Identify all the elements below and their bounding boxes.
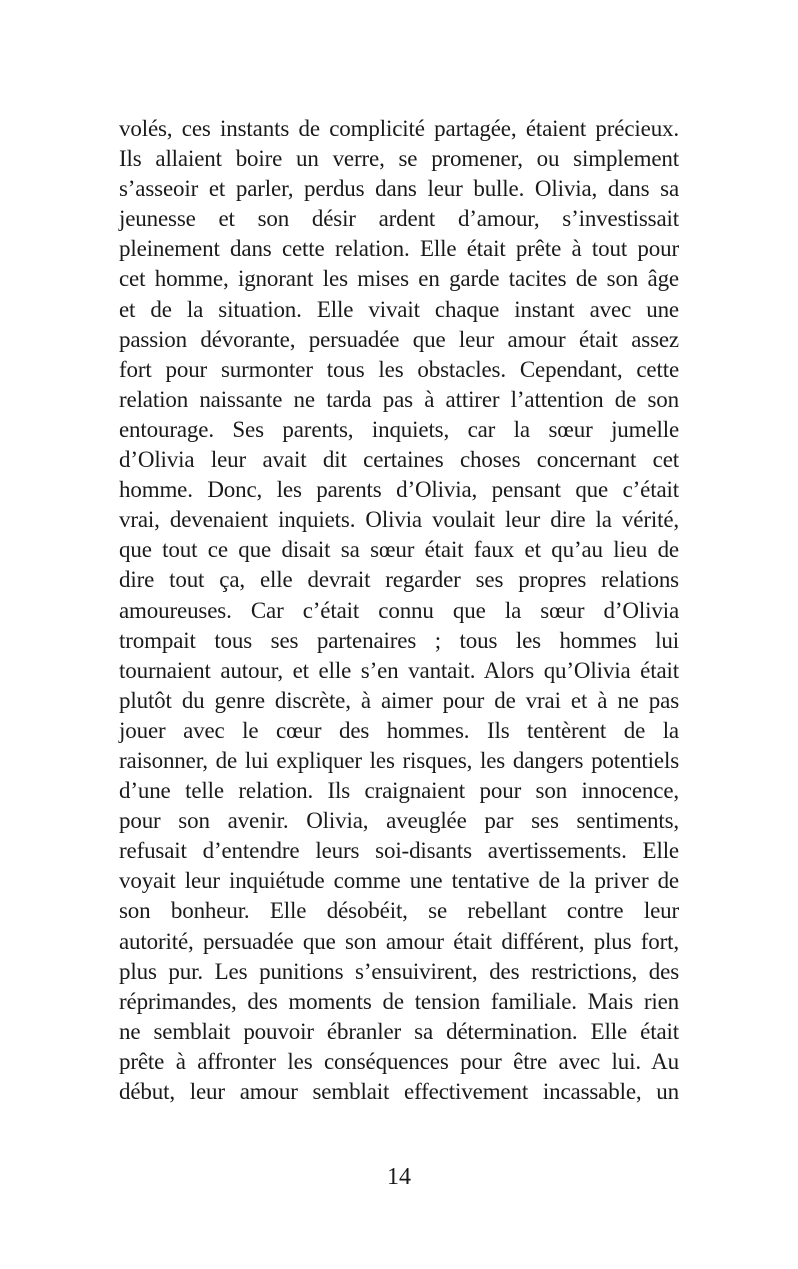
text-line: prête à affronter les conséquences pour être avec lui. Au xyxy=(119,1048,679,1074)
text-line: entourage. Ses parents, inquiets, car la sœur jumelle xyxy=(119,416,679,442)
text-line: plutôt du genre discrète, à aimer pour de vrai et à ne pas xyxy=(119,687,679,713)
text-line: dire tout ça, elle devrait regarder ses propres relations xyxy=(119,567,679,593)
text-line: fort pour surmonter tous les obstacles. Cependant, cette xyxy=(119,356,679,382)
text-line: amoureuses. Car c’était connu que la sœur d’Olivia xyxy=(119,597,679,623)
text-line: et de la situation. Elle vivait chaque instant avec une xyxy=(119,296,679,322)
text-line: s’asseoir et parler, perdus dans leur bulle. Olivia, dans sa xyxy=(119,176,679,202)
text-line: voyait leur inquiétude comme une tentative de la priver de xyxy=(119,868,679,894)
text-line: Ils allaient boire un verre, se promener, ou simplement xyxy=(119,146,679,172)
text-line: refusait d’entendre leurs soi-disants avertissements. Elle xyxy=(119,838,679,864)
body-text xyxy=(119,114,679,1107)
text-line: homme. Donc, les parents d’Olivia, pensant que c’était xyxy=(119,477,679,503)
text-line: jouer avec le cœur des hommes. Ils tentèrent de la xyxy=(119,717,679,743)
text-line: début, leur amour semblait effectivement incassable, un xyxy=(119,1079,679,1104)
text-line: plus pur. Les punitions s’ensuivirent, des restrictions, des xyxy=(119,958,679,984)
text-line: raisonner, de lui expliquer les risques, les dangers potentiels xyxy=(119,747,679,773)
text-line: ne semblait pouvoir ébranler sa détermination. Elle était xyxy=(119,1018,679,1044)
text-line: volés, ces instants de complicité partagée, étaient précieux. xyxy=(119,116,679,141)
text-line: pleinement dans cette relation. Elle était prête à tout pour xyxy=(119,236,679,262)
text-line: que tout ce que disait sa sœur était faux et qu’au lieu de xyxy=(119,537,679,563)
text-line: jeunesse et son désir ardent d’amour, s’investissait xyxy=(119,206,679,232)
text-line: autorité, persuadée que son amour était différent, plus fort, xyxy=(119,928,679,954)
text-line: relation naissante ne tarda pas à attirer l’attention de son xyxy=(119,386,679,412)
text-line: trompait tous ses partenaires ; tous les hommes lui xyxy=(119,627,679,653)
text-line: son bonheur. Elle désobéit, se rebellant contre leur xyxy=(119,898,679,924)
text-line: d’une telle relation. Ils craignaient pour son innocence, xyxy=(119,778,679,804)
text-line: réprimandes, des moments de tension familiale. Mais rien xyxy=(119,988,679,1014)
text-line: cet homme, ignorant les mises en garde tacites de son âge xyxy=(119,266,679,292)
page-number: 14 xyxy=(387,1164,411,1190)
text-line: pour son avenir. Olivia, aveuglée par ses sentiments, xyxy=(119,808,679,834)
text-line: tournaient autour, et elle s’en vantait. Alors qu’Olivia était xyxy=(119,657,679,683)
text-line: vrai, devenaient inquiets. Olivia voulait leur dire la vérité, xyxy=(119,507,679,533)
text-line: passion dévorante, persuadée que leur amour était assez xyxy=(119,326,679,352)
text-line: d’Olivia leur avait dit certaines choses concernant cet xyxy=(119,447,679,473)
